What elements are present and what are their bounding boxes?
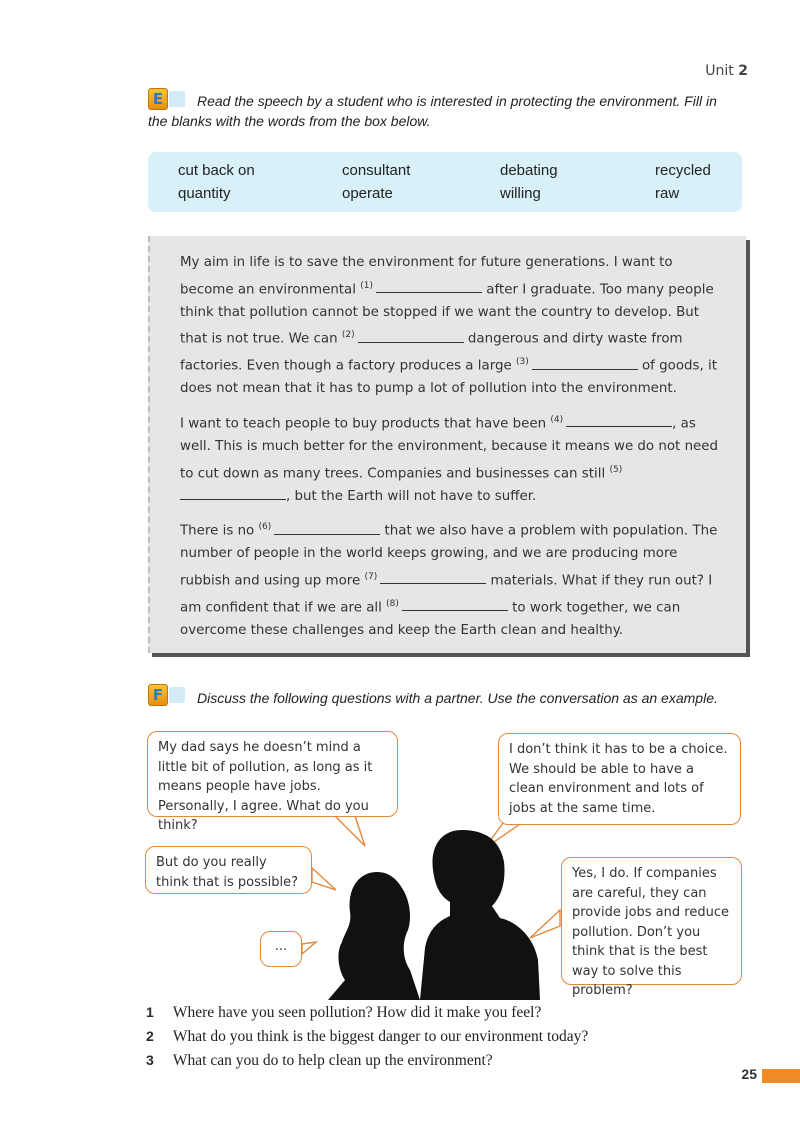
question-text: Where have you seen pollution? How did it make you feel? [172, 1004, 542, 1021]
blank-2[interactable] [358, 330, 464, 343]
question-number: 3 [146, 1052, 154, 1068]
word-operate: operate [342, 185, 393, 202]
speech-bubble-choice: I don’t think it has to be a choice. We should be able to have a clean environment and lots of jobs at the same time. [498, 733, 741, 825]
word-cut-back-on: cut back on [178, 162, 255, 179]
page-number-bar [762, 1069, 800, 1083]
girl-silhouette-icon [328, 872, 420, 1000]
boy-silhouette-icon [420, 830, 540, 1000]
blank-1[interactable] [376, 280, 482, 293]
question-text: What do you think is the biggest danger to our environment today? [172, 1028, 589, 1045]
word-willing: willing [500, 185, 541, 202]
question-1 [146, 1002, 541, 1022]
section-e-instruction-line1: Read the speech by a student who is interested in protecting the environment. Fill in [197, 93, 717, 109]
speech-bubble-ellipsis: ... [260, 931, 302, 967]
bubble-tail-dad [335, 816, 365, 846]
blank-number-4: (4) [550, 414, 564, 425]
word-debating: debating [500, 162, 558, 179]
speech-text-segment: , as well. This is much better for the environment, because it means we do not need to cut down as many trees. Companies and businesses can still [180, 416, 719, 482]
speech-text-segment: after I graduate. Too many people think that pollution cannot be stopped if we want the country to develop. But that is not true. We can [180, 282, 714, 347]
blank-6[interactable] [274, 522, 380, 535]
question-number: 1 [146, 1004, 154, 1020]
page-number: 25 [741, 1066, 757, 1082]
question-2 [146, 1026, 588, 1046]
blank-number-2: (2) [341, 330, 355, 341]
speech-text [180, 252, 725, 651]
speech-text-segment: of goods, it does not mean that it has to pump a lot of pollution into the environment. [180, 358, 717, 397]
speech-paragraph-3 [180, 516, 725, 642]
speech-text-segment: My aim in life is to save the environment for future generations. I want to become an environmental [180, 255, 673, 298]
speech-bubble-yes: Yes, I do. If companies are careful, they can provide jobs and reduce pollution. Don’t you think that is the best way to solve this problem? [561, 857, 742, 985]
speech-text-segment: to work together, we can overcome these challenges and keep the Earth clean and healthy. [180, 600, 681, 639]
bubble-tail-possible [312, 868, 336, 890]
word-recycled: recycled [655, 162, 711, 179]
bubble-tail-yes [530, 910, 560, 938]
section-e-instruction-line2: the blanks with the words from the box below. [148, 113, 431, 129]
blank-3[interactable] [532, 357, 638, 370]
unit-label-text: Unit [705, 63, 734, 79]
speech-text-segment: I want to teach people to buy products that have been [180, 416, 547, 432]
section-e-badge: E [148, 88, 168, 110]
speech-text-segment: that we also have a problem with population. The number of people in the world keeps growing, and we are producing more rubbish and using up more [180, 523, 718, 589]
unit-number: 2 [738, 63, 748, 79]
question-number: 2 [146, 1028, 154, 1044]
unit-label [705, 63, 748, 79]
speech-paragraph-2 [180, 409, 725, 508]
question-3 [146, 1050, 493, 1070]
blank-number-6: (6) [258, 522, 272, 533]
blank-4[interactable] [566, 414, 672, 427]
blank-number-8: (8) [386, 599, 399, 609]
speech-text-segment: dangerous and dirty waste from factories. Even though a factory produces a large [180, 331, 683, 374]
word-quantity: quantity [178, 185, 231, 202]
speech-text-segment: materials. What if they run out? I am confident that if we are all [180, 573, 713, 616]
question-text: What can you do to help clean up the environment? [172, 1052, 493, 1069]
blank-number-5: (5) [609, 464, 623, 475]
word-consultant: consultant [342, 162, 411, 179]
blank-number-1: (1) [360, 280, 374, 291]
blank-5[interactable] [180, 487, 286, 500]
speech-text-segment: , but the Earth will not have to suffer. [286, 488, 537, 504]
word-raw: raw [655, 185, 680, 202]
section-f-badge: F [148, 684, 168, 706]
speech-bubble-possible: But do you really think that is possible? [145, 846, 312, 894]
blank-number-3: (3) [515, 357, 529, 368]
blank-8[interactable] [402, 598, 508, 611]
word-box [148, 152, 742, 212]
speech-bubble-dad: My dad says he doesn’t mind a little bit of pollution, as long as it means people have jobs. Personally, I agree. What do you think? [147, 731, 398, 817]
blank-number-7: (7) [364, 571, 378, 582]
bubble-tail-ellipsis [302, 942, 316, 954]
speech-text-segment: There is no [180, 523, 255, 539]
speech-paragraph-1 [180, 252, 725, 401]
section-f-instruction: Discuss the following questions with a partner. Use the conversation as an example. [197, 690, 718, 706]
blank-7[interactable] [380, 571, 486, 584]
